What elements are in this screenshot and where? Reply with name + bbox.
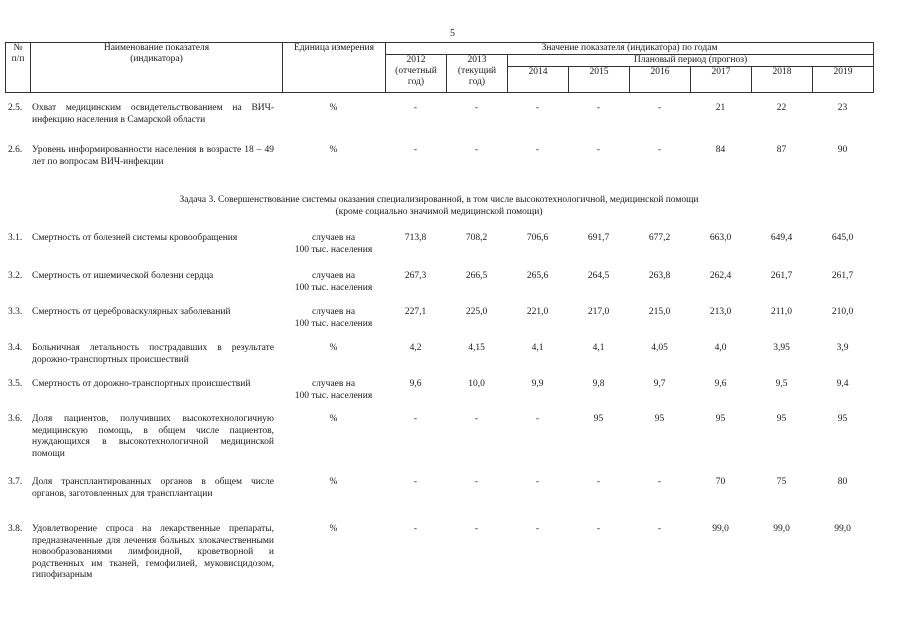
header-year-2012: 2012 (отчетный год)	[386, 55, 447, 93]
header-year: 2015	[569, 67, 630, 93]
row-value: 80	[837, 477, 848, 487]
row-number: 3.1.	[8, 233, 23, 243]
row-value: 663,0	[709, 233, 732, 243]
row-value: 9,6	[714, 379, 727, 389]
header-plan: Плановый период (прогноз)	[508, 55, 874, 67]
table-header	[5, 42, 874, 93]
row-value: 262,4	[709, 271, 732, 281]
row-name: Смертность от цереброваскулярных заболеваний	[32, 307, 231, 317]
row-value: 99,0	[834, 524, 851, 534]
row-value: -	[657, 103, 662, 113]
row-value: 261,7	[831, 271, 854, 281]
row-value: 4,2	[409, 343, 422, 353]
row-value: 95	[837, 414, 848, 424]
row-name: Смертность от дорожно-транспортных происшествий	[32, 379, 251, 389]
header-year: 2014	[508, 67, 569, 93]
row-value: -	[596, 145, 601, 155]
row-value: 70	[715, 477, 726, 487]
row-name: Удовлетворение спроса на лекарственные препараты, предназначенные для лечения больных злокачественными новообразованиями лимфоидной, кроветворной и родственных им тканей, гемофилией, муковисцидозом, гипофизарным	[32, 524, 274, 580]
row-value: 87	[776, 145, 787, 155]
row-value: 95	[593, 414, 604, 424]
row-value: -	[535, 103, 540, 113]
row-number: 3.4.	[8, 343, 23, 353]
row-number: 2.6.	[8, 145, 23, 155]
row-value: -	[535, 477, 540, 487]
row-value: 4,1	[531, 343, 544, 353]
row-value: 99,0	[712, 524, 729, 534]
row-value: -	[596, 103, 601, 113]
row-value: 264,5	[587, 271, 610, 281]
row-value: 9,7	[653, 379, 666, 389]
row-number: 3.3.	[8, 307, 23, 317]
row-unit: случаев на 100 тыс. населения	[294, 379, 373, 401]
row-number: 3.2.	[8, 271, 23, 281]
row-value: -	[413, 103, 418, 113]
row-name: Уровень информированности населения в возрасте 18 – 49 лет по вопросам ВИЧ-инфекции	[32, 145, 274, 167]
row-unit: случаев на 100 тыс. населения	[294, 233, 373, 255]
table-row	[5, 307, 873, 343]
row-number: 3.5.	[8, 379, 23, 389]
row-name: Доля трансплантированных органов в общем числе органов, заготовленных для трансплантации	[32, 477, 274, 499]
row-value: 21	[715, 103, 726, 113]
table-body	[5, 103, 873, 594]
row-value: 263,8	[648, 271, 671, 281]
row-value: 4,15	[468, 343, 485, 353]
header-year: 2019	[813, 67, 874, 93]
row-value: 691,7	[587, 233, 610, 243]
row-value: 9,8	[592, 379, 605, 389]
row-value: 266,5	[465, 271, 488, 281]
row-value: 225,0	[465, 307, 488, 317]
row-value: 215,0	[648, 307, 671, 317]
header-num: № п/п	[6, 43, 31, 93]
row-value: -	[657, 145, 662, 155]
row-value: 211,0	[770, 307, 793, 317]
row-value: 95	[715, 414, 726, 424]
row-unit: %	[329, 145, 338, 155]
row-unit: %	[329, 103, 338, 113]
table-row	[5, 379, 873, 414]
row-unit: %	[329, 414, 338, 424]
row-value: -	[474, 103, 479, 113]
row-value: 9,6	[409, 379, 422, 389]
row-value: -	[474, 145, 479, 155]
row-value: 9,9	[531, 379, 544, 389]
row-value: -	[596, 524, 601, 534]
row-unit: %	[329, 524, 338, 534]
row-value: 677,2	[648, 233, 671, 243]
row-value: 23	[837, 103, 848, 113]
table-row	[5, 103, 873, 145]
row-value: 75	[776, 477, 787, 487]
row-unit: %	[329, 477, 338, 487]
row-value: 95	[776, 414, 787, 424]
table-row	[5, 271, 873, 307]
row-value: 645,0	[831, 233, 854, 243]
row-value: 267,3	[404, 271, 427, 281]
row-value: 90	[837, 145, 848, 155]
row-value: -	[596, 477, 601, 487]
row-name: Больничная летальность пострадавших в результате дорожно-транспортных происшествий	[32, 343, 274, 365]
row-unit: случаев на 100 тыс. населения	[294, 271, 373, 293]
row-number: 2.5.	[8, 103, 23, 113]
row-value: 706,6	[526, 233, 549, 243]
row-value: 649,4	[770, 233, 793, 243]
row-value: -	[535, 414, 540, 424]
table-row	[5, 233, 873, 271]
row-value: -	[657, 477, 662, 487]
row-value: 210,0	[831, 307, 854, 317]
header-year: 2018	[752, 67, 813, 93]
page-number: 5	[450, 28, 455, 39]
task-heading: Задача 3. Совершенствование системы оказания специализированной, в том числе высокотехнологичной, медицинской помощи (кроме социально значимой медицинской помощи)	[179, 195, 699, 217]
row-value: -	[413, 477, 418, 487]
row-unit: %	[329, 343, 338, 353]
row-value: -	[474, 414, 479, 424]
table-row	[5, 414, 873, 477]
header-unit: Единица измерения	[283, 43, 386, 93]
row-value: -	[657, 524, 662, 534]
row-value: 99,0	[773, 524, 790, 534]
row-value: 261,7	[770, 271, 793, 281]
header-year-2013: 2013 (текущий год)	[447, 55, 508, 93]
row-value: 4,1	[592, 343, 605, 353]
row-value: -	[413, 524, 418, 534]
row-value: -	[535, 145, 540, 155]
row-name: Охват медицинским освидетельствованием на ВИЧ-инфекцию населения в Самарской области	[32, 103, 274, 125]
header-year: 2017	[691, 67, 752, 93]
row-value: 217,0	[587, 307, 610, 317]
header-year: 2016	[630, 67, 691, 93]
row-value: -	[413, 414, 418, 424]
row-number: 3.8.	[8, 524, 23, 534]
row-value: -	[474, 477, 479, 487]
row-value: 10,0	[468, 379, 485, 389]
table-row	[5, 524, 873, 594]
row-value: 713,8	[404, 233, 427, 243]
row-value: 265,6	[526, 271, 549, 281]
table-row	[5, 145, 873, 195]
row-value: 221,0	[526, 307, 549, 317]
row-value: 227,1	[404, 307, 427, 317]
row-value: 84	[715, 145, 726, 155]
row-value: 9,4	[836, 379, 849, 389]
task-heading-row	[5, 195, 873, 233]
row-value: 4,05	[651, 343, 668, 353]
row-unit: случаев на 100 тыс. населения	[294, 307, 373, 329]
row-name: Смертность от ишемической болезни сердца	[32, 271, 214, 281]
row-value: 9,5	[775, 379, 788, 389]
row-name: Доля пациентов, получивших высокотехнологичную медицинскую помощь, в общем числе пациентов, нуждающихся в высокотехнологичной медицинской помощи	[32, 414, 274, 459]
row-value: 213,0	[709, 307, 732, 317]
row-name: Смертность от болезней системы кровообращения	[32, 233, 238, 243]
header-values-title: Значение показателя (индикатора) по годам	[386, 43, 874, 55]
row-number: 3.7.	[8, 477, 23, 487]
row-value: 708,2	[465, 233, 488, 243]
row-value: -	[413, 145, 418, 155]
row-value: 95	[654, 414, 665, 424]
table-row	[5, 477, 873, 524]
header-name: Наименование показателя (индикатора)	[31, 43, 283, 93]
row-value: 3,9	[836, 343, 849, 353]
row-number: 3.6.	[8, 414, 23, 424]
row-value: -	[474, 524, 479, 534]
row-value: 22	[776, 103, 787, 113]
table-row	[5, 343, 873, 379]
row-value: -	[535, 524, 540, 534]
row-value: 4,0	[714, 343, 727, 353]
row-value: 3,95	[773, 343, 790, 353]
